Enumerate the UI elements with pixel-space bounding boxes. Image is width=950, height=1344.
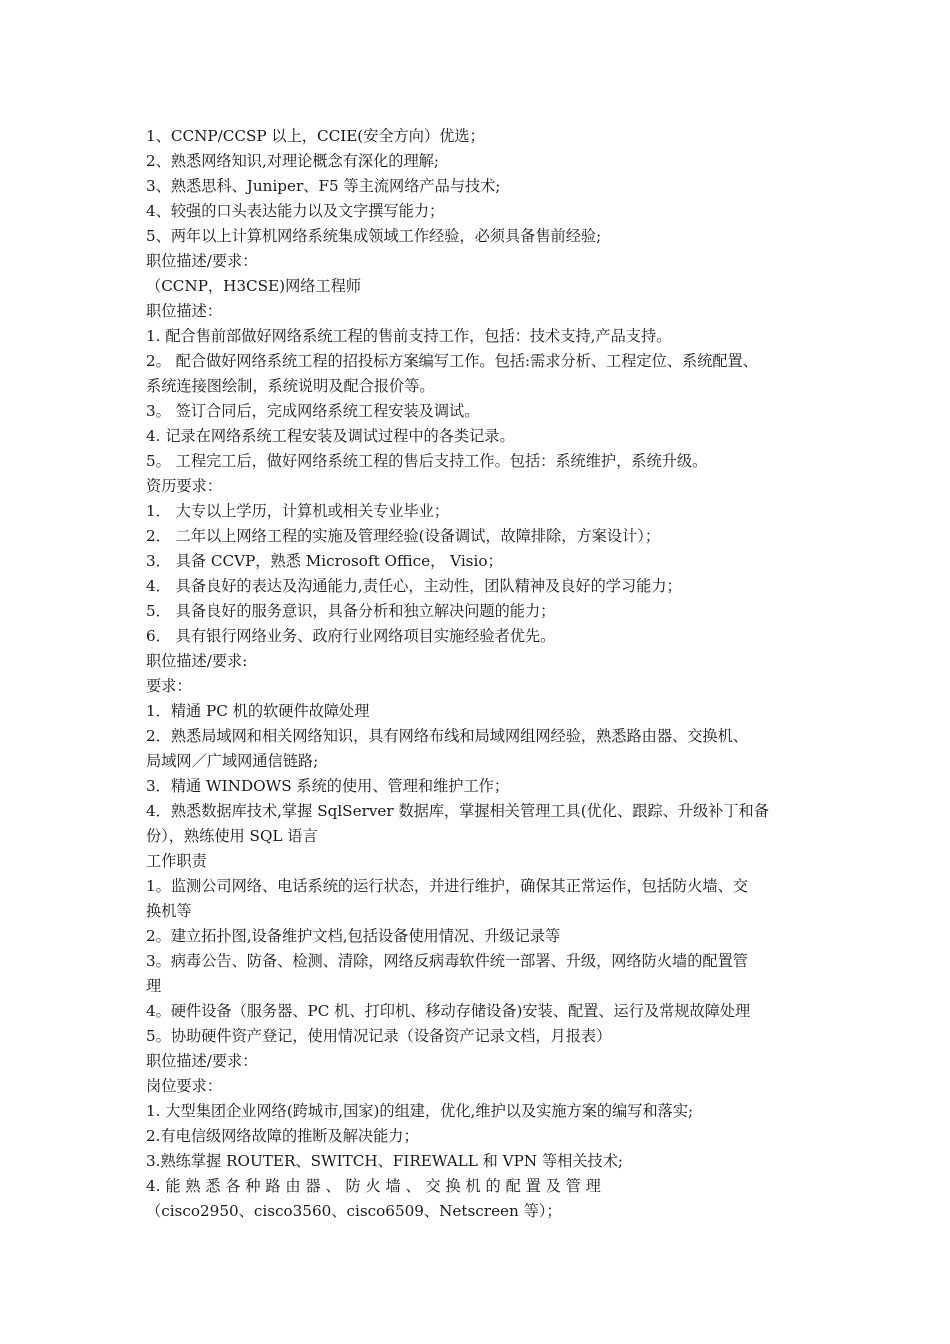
text-line: 4. 记录在网络系统工程安装及调试过程中的各类记录。 [146, 427, 515, 445]
text-line: 4. 能 熟 悉 各 种 路 由 器 、 防 火 墙 、 交 换 机 的 配 置 及 管 理 [146, 1177, 601, 1195]
text-line: 6． 具有银行网络业务、政府行业网络项目实施经验者优先。 [146, 627, 556, 645]
text-line: 5。 工程完工后，做好网络系统工程的售后支持工作。包括：系统维护，系统升级。 [146, 452, 708, 470]
text-line: 3．精通 WINDOWS 系统的使用、管理和维护工作； [146, 777, 510, 795]
text-line: 3。病毒公告、防备、检测、清除，网络反病毒软件统一部署、升级，网络防火墙的配置管 [146, 952, 748, 970]
text-line: 2。 配合做好网络系统工程的招投标方案编写工作。包括:需求分析、工程定位、系统配置、 [146, 352, 758, 370]
section-heading: 职位描述/要求: [146, 652, 248, 670]
text-line: 3。 签订合同后，完成网络系统工程安装及调试。 [146, 402, 480, 420]
section-heading: 资历要求： [146, 477, 222, 495]
text-line: 1. 大型集团企业网络(跨城市,国家)的组建，优化,维护以及实施方案的编写和落实; [146, 1102, 694, 1120]
section-heading: 岗位要求： [146, 1077, 222, 1095]
section-heading: 要求： [146, 677, 192, 695]
text-line: 5、两年以上计算机网络系统集成领域工作经验，必须具备售前经验; [146, 227, 602, 245]
text-line: 换机等 [146, 902, 192, 920]
text-line: 1. 配合售前部做好网络系统工程的售前支持工作，包括：技术支持,产品支持。 [146, 327, 672, 345]
text-line: 5。协助硬件资产登记，使用情况记录（设备资产记录文档，月报表） [146, 1027, 612, 1045]
text-line: 局域网／广域网通信链路; [146, 752, 319, 770]
text-line: 2.有电信级网络故障的推断及解决能力； [146, 1127, 419, 1145]
text-line: 4．熟悉数据库技术,掌握 SqlServer 数据库，掌握相关管理工具(优化、跟踪、升级补丁和备 [146, 802, 769, 820]
text-line: 4． 具备良好的表达及沟通能力,责任心，主动性，团队精神及良好的学习能力； [146, 577, 682, 595]
document-body [146, 124, 810, 1224]
text-line: 1．精通 PC 机的软硬件故障处理 [146, 702, 370, 720]
text-line: 1。监测公司网络、电话系统的运行状态，并进行维护，确保其正常运作，包括防火墙、交 [146, 877, 748, 895]
text-line: 4。硬件设备（服务器、PC 机、打印机、移动存储设备)安装、配置、运行及常规故障处理 [146, 1002, 751, 1020]
text-line: 2、熟悉网络知识,对理论概念有深化的理解; [146, 152, 439, 170]
text-line: 5． 具备良好的服务意识，具备分析和独立解决问题的能力； [146, 602, 556, 620]
text-line: 3.熟练掌握 ROUTER、SWITCH、FIREWALL 和 VPN 等相关技术; [146, 1152, 624, 1170]
text-line: 4、较强的口头表达能力以及文字撰写能力； [146, 202, 445, 220]
text-line: 3． 具备 CCVP，熟悉 Microsoft Office， Visio； [146, 552, 503, 570]
text-line: 1、CCNP/CCSP 以上，CCIE(安全方向）优选； [146, 127, 485, 145]
section-heading: 职位描述： [146, 302, 222, 320]
text-line: 2． 二年以上网络工程的实施及管理经验(设备调试，故障排除，方案设计）； [146, 527, 661, 545]
text-line: 2。建立拓扑图,设备维护文档,包括设备使用情况、升级记录等 [146, 927, 561, 945]
text-line: 份），熟练使用 SQL 语言 [146, 827, 318, 845]
text-line: 2．熟悉局域网和相关网络知识，具有网络布线和局域网组网经验，熟悉路由器、交换机、 [146, 727, 748, 745]
text-line: 理 [146, 977, 162, 995]
text-line: （cisco2950、cisco3560、cisco6509、Netscreen 等）； [146, 1202, 562, 1220]
job-title: （CCNP，H3CSE)网络工程师 [146, 277, 362, 295]
section-heading: 职位描述/要求： [146, 252, 258, 270]
section-heading: 工作职责 [146, 852, 207, 870]
section-heading: 职位描述/要求： [146, 1052, 258, 1070]
text-line: 3、熟悉思科、Juniper、F5 等主流网络产品与技术; [146, 177, 501, 195]
text-line: 1． 大专以上学历，计算机或相关专业毕业； [146, 502, 450, 520]
text-line: 系统连接图绘制，系统说明及配合报价等。 [146, 377, 435, 395]
